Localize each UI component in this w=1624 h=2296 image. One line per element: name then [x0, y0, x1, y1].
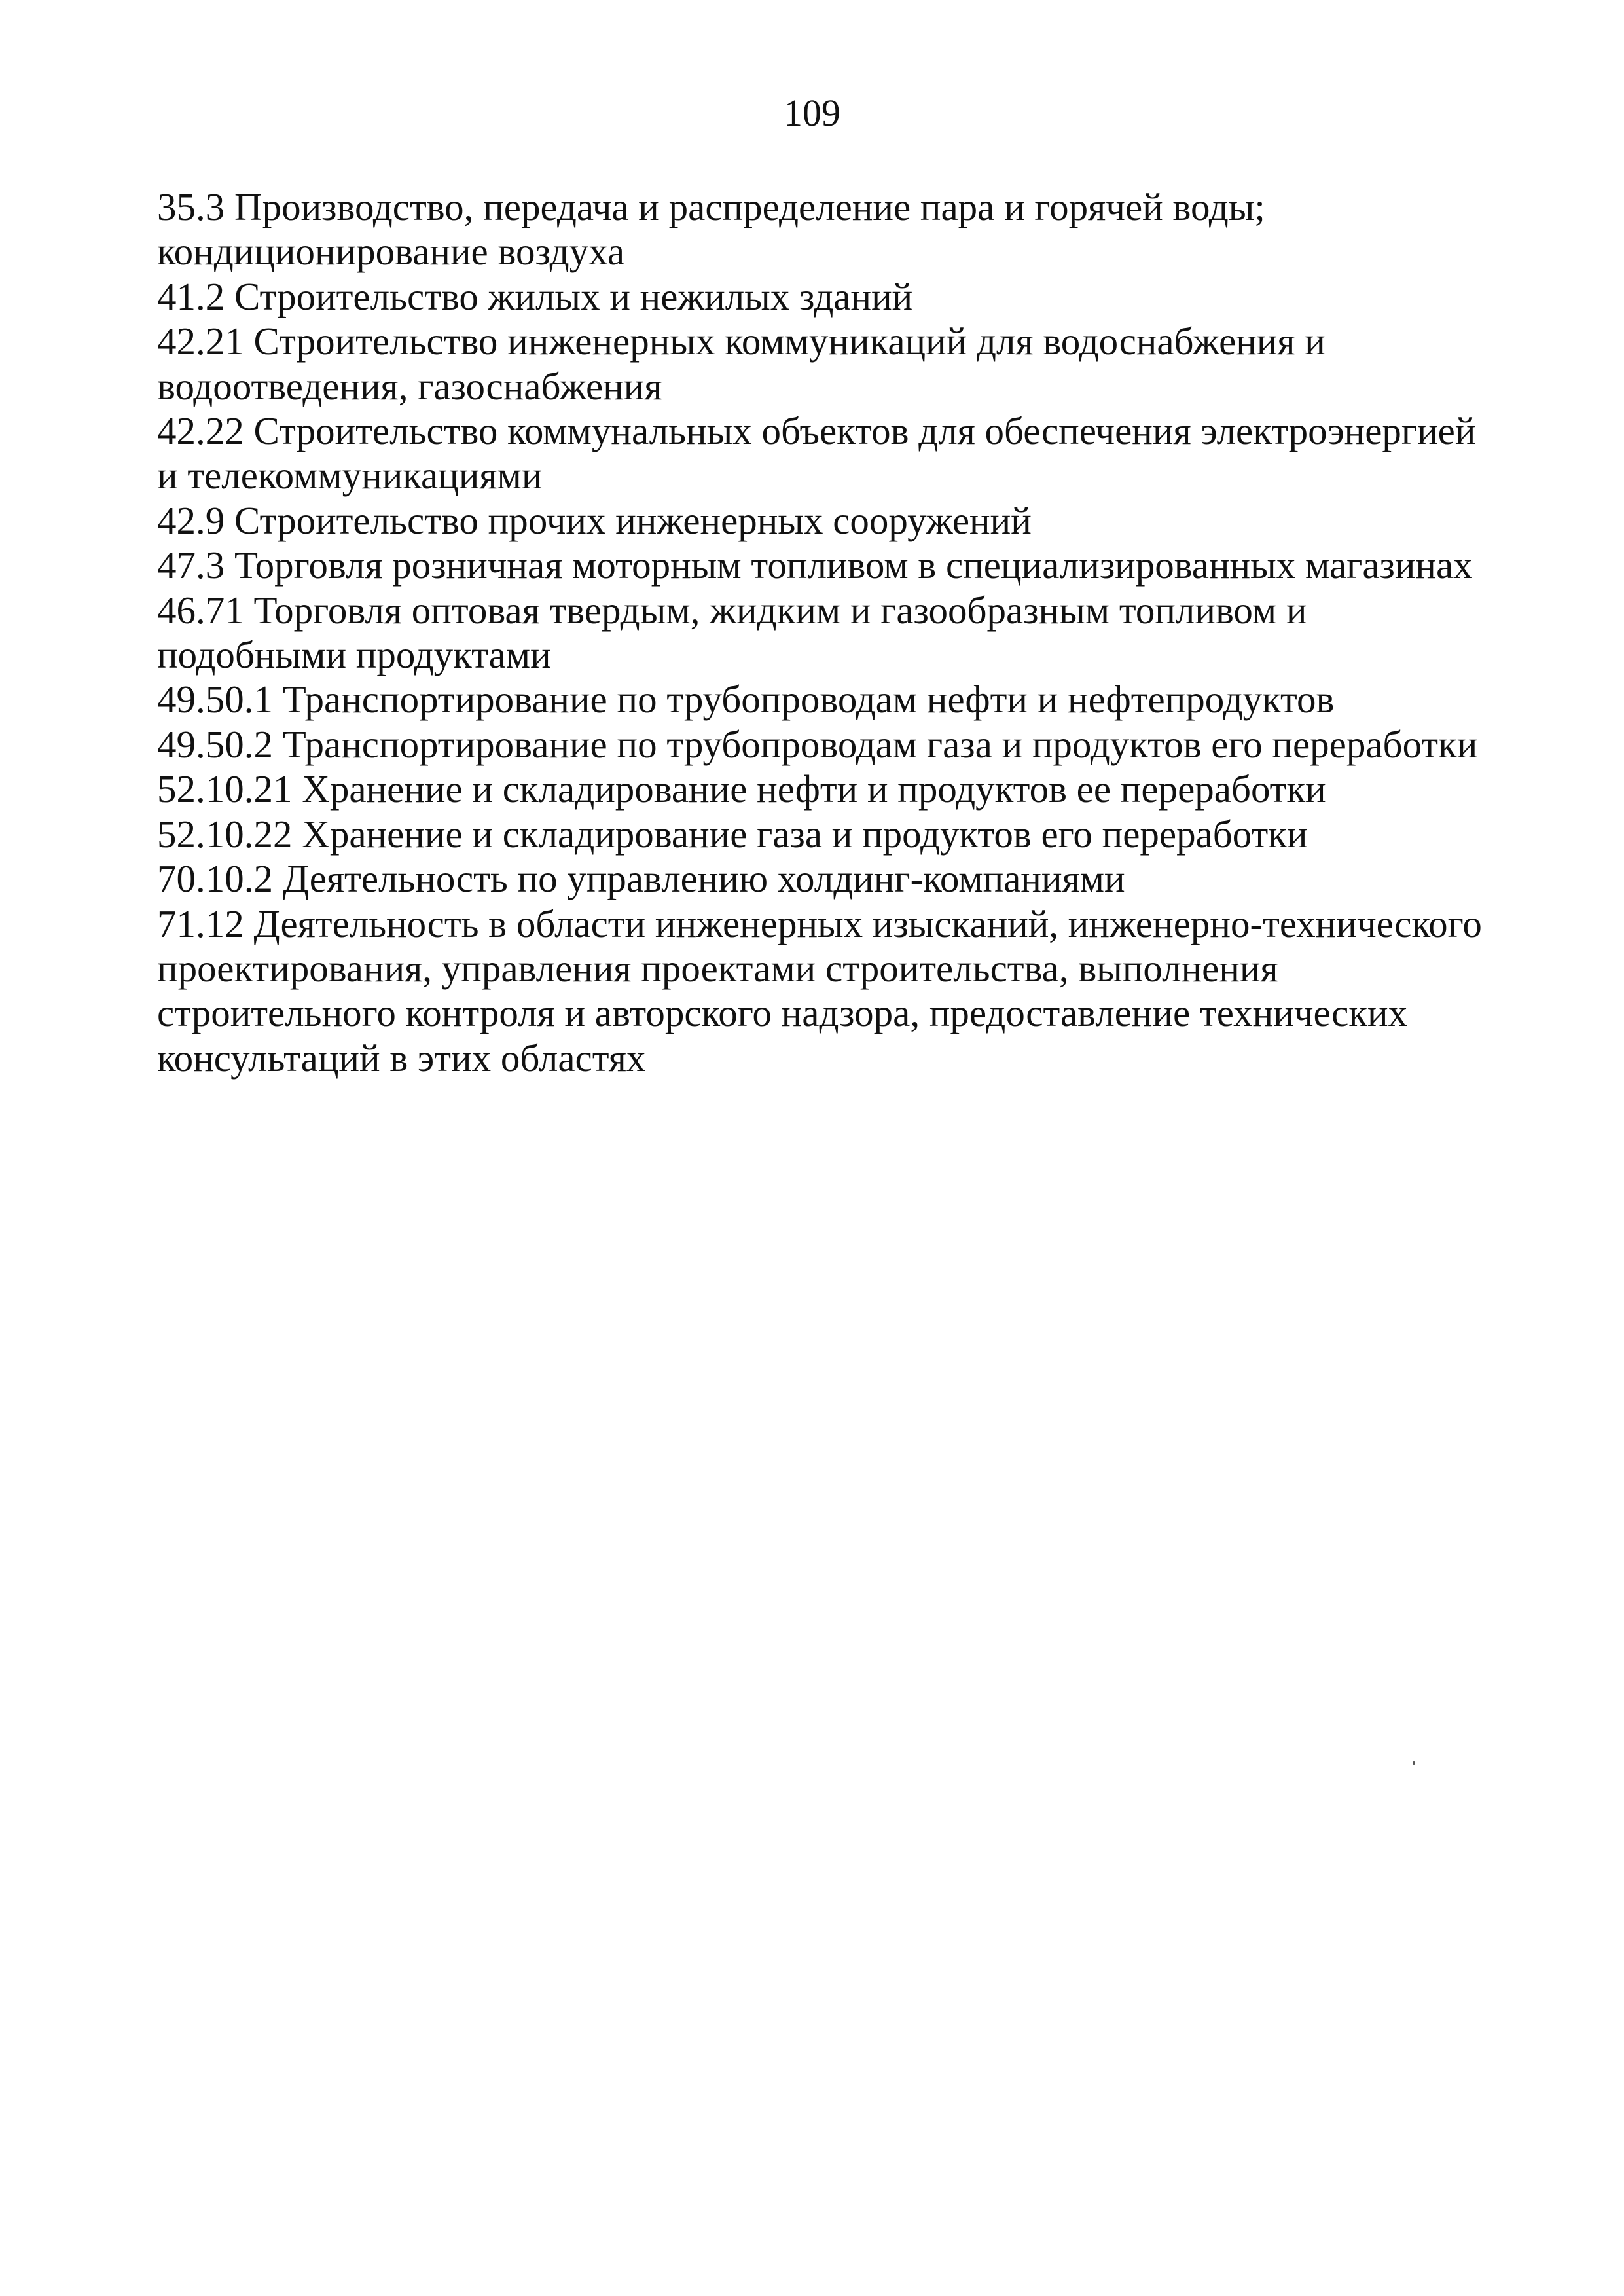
list-item: 52.10.21 Хранение и складирование нефти и продуктов ее переработки — [157, 767, 1326, 811]
list-item: 41.2 Строительство жилых и нежилых зданий — [157, 274, 913, 318]
activity-code-list — [157, 185, 1492, 1080]
scan-speck — [1413, 1761, 1415, 1765]
page-number: 109 — [784, 92, 840, 134]
list-item: 47.3 Торговля розничная моторным топливом в специализированных магазинах — [157, 543, 1473, 587]
list-item: 42.22 Строительство коммунальных объектов для обеспечения электроэнергией и телекоммуникациями — [157, 409, 1476, 498]
list-item: 70.10.2 Деятельность по управлению холдинг-компаниями — [157, 857, 1125, 901]
list-item: 42.9 Строительство прочих инженерных сооружений — [157, 498, 1032, 542]
list-item: 35.3 Производство, передача и распределение пара и горячей воды; кондиционирование воздуха — [157, 185, 1265, 274]
list-item: 49.50.1 Транспортирование по трубопроводам нефти и нефтепродуктов — [157, 678, 1335, 721]
list-item: 49.50.2 Транспортирование по трубопроводам газа и продуктов его переработки — [157, 722, 1478, 766]
list-item: 46.71 Торговля оптовая твердым, жидким и газообразным топливом и подобными продуктами — [157, 588, 1307, 677]
list-item: 42.21 Строительство инженерных коммуникаций для водоснабжения и водоотведения, газоснабжения — [157, 319, 1326, 408]
list-item: 52.10.22 Хранение и складирование газа и продуктов его переработки — [157, 812, 1308, 856]
list-item: 71.12 Деятельность в области инженерных изысканий, инженерно-технического проектирования, управления проектами строительства, выполнения строительного контроля и авторского надзора, предоставление технических консультаций в этих областях — [157, 902, 1482, 1080]
